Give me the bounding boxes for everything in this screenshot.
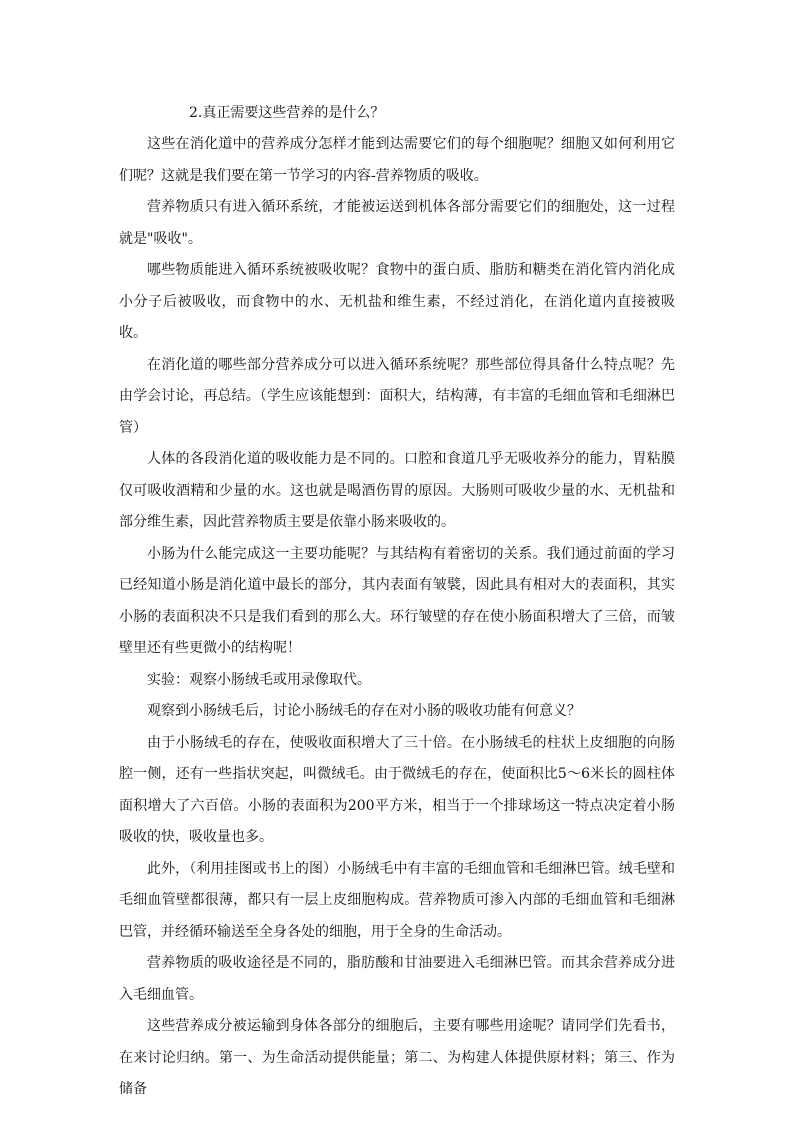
paragraph-8: 观察到小肠绒毛后，讨论小肠绒毛的存在对小肠的吸收功能有何意义？ [147, 703, 581, 719]
paragraph-7: 实验：观察小肠绒毛或用录像取代。 [147, 671, 371, 688]
document-page [119, 97, 675, 1106]
paragraph-10: 此外，（利用挂图或书上的图）小肠绒毛中有丰富的毛细血管和毛细淋巴管。绒毛壁和毛细血管壁都很薄，都只有一层上皮细胞构成。营养物质可渗入内部的毛细血管和毛细淋巴管，并经循环输送至全身各处的细胞，用于全身的生命活动。 [119, 860, 675, 940]
paragraph-9: 由于小肠绒毛的存在，使吸收面积增大了三十倍。在小肠绒毛的柱状上皮细胞的向肠腔一侧，还有一些指状突起，叫微绒毛。由于微绒毛的存在，使面积比5～6米长的圆柱体面积增大了六百倍。小肠的表面积为200平方米，相当于一个排球场这一特点决定着小肠吸收的快，吸收量也多。 [119, 734, 675, 845]
paragraph-2: 营养物质只有进入循环系统，才能被运送到机体各部分需要它们的细胞处，这一过程就是"吸收"。 [119, 199, 675, 247]
paragraph-5: 人体的各段消化道的吸收能力是不同的。口腔和食道几乎无吸收养分的能力，胃粘膜仅可吸收酒精和少量的水。这也就是喝酒伤胃的原因。大肠则可吸收少量的水、无机盐和部分维生素，因此营养物质主要是依靠小肠来吸收的。 [119, 451, 675, 530]
paragraph-12: 这些营养成分被运输到身体各部分的细胞后，主要有哪些用途呢？请同学们先看书，在来讨论归纳。第一、为生命活动提供能量；第二、为构建人体提供原材料；第三、作为储备 [119, 1018, 675, 1097]
paragraph-6: 小肠为什么能完成这一主要功能呢？与其结构有着密切的关系。我们通过前面的学习已经知道小肠是消化道中最长的部分，其内表面有皱襞，因此具有相对大的表面积，其实小肠的表面积决不只是我们看到的那么大。环行皱壁的存在使小肠面积增大了三倍，而皱壁里还有些更微小的结构呢！ [119, 545, 675, 656]
paragraph-11: 营养物质的吸收途径是不同的，脂肪酸和甘油要进入毛细淋巴管。而其余营养成分进入毛细血管。 [119, 955, 675, 1003]
paragraph-4: 在消化道的哪些部分营养成分可以进入循环系统呢？那些部位得具备什么特点呢？先由学会讨论，再总结。（学生应该能想到：面积大，结构薄，有丰富的毛细血管和毛细淋巴管） [119, 356, 675, 436]
section-heading: 2.真正需要这些营养的是什么？ [189, 105, 385, 121]
paragraph-3: 哪些物质能进入循环系统被吸收呢？食物中的蛋白质、脂肪和糖类在消化管内消化成小分子后被吸收，而食物中的水、无机盐和维生素，不经过消化，在消化道内直接被吸收。 [119, 262, 675, 341]
paragraph-1: 这些在消化道中的营养成分怎样才能到达需要它们的每个细胞呢？细胞又如何利用它们呢？这就是我们要在第一节学习的内容-营养物质的吸收。 [119, 136, 675, 184]
